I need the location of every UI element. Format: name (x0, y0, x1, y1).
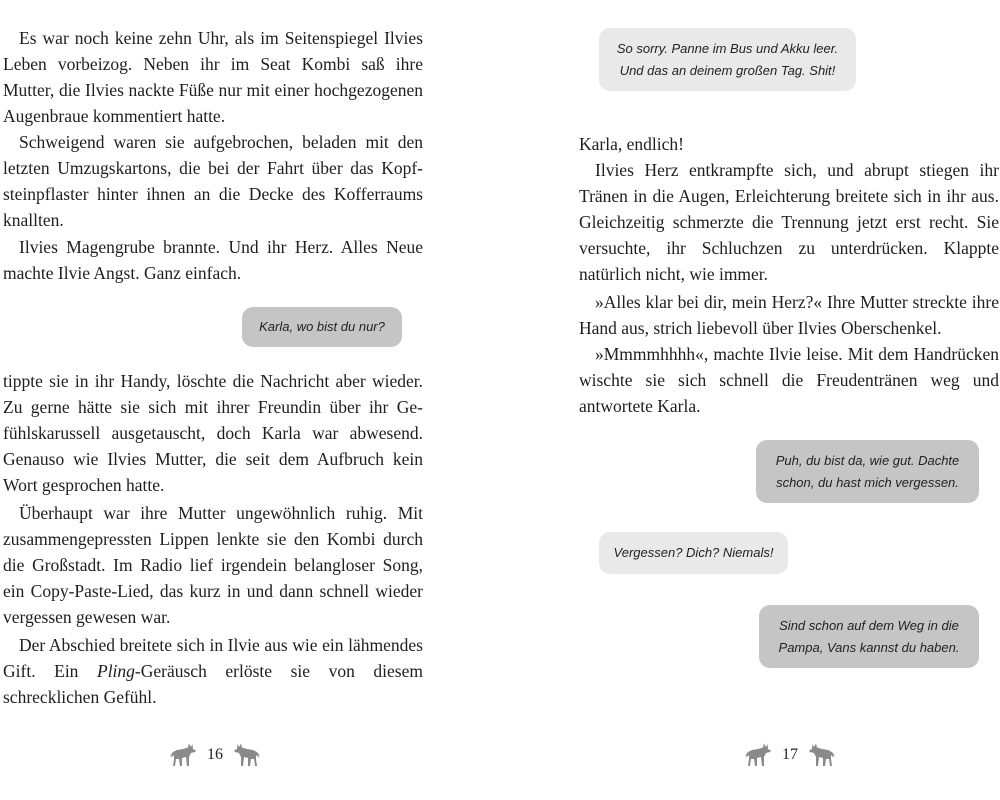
emphasis-text: Pling (97, 661, 135, 681)
message-bubble-received (599, 532, 788, 574)
paragraph: Ilvies Herz entkrampfte sich, und abrupt stiegen ihr Tränen in die Augen, Erleichterung breitete sich in ihr aus. Gleichzeitig schmerzte die Trennung jetzt erst recht. Sie versuchte, ihr Schluchzen zu unterdrücken. Klappte natürlich nicht, wie immer. (579, 160, 999, 284)
message-bubble-sent (756, 440, 979, 503)
wolf-icon (169, 743, 197, 767)
message-bubble-sent (242, 307, 402, 347)
paragraph: »Mmmmhhhh«, machte Ilvie leise. Mit dem Handrücken wischte sie sich schnell die Freudentränen weg und antwortete Karla. (579, 344, 999, 416)
page-footer (725, 740, 855, 770)
page-number: 17 (782, 746, 798, 763)
message-bubble-sent (759, 605, 979, 668)
wolf-icon (744, 743, 772, 767)
message-line: So sorry. Panne im Bus und Akku leer. (616, 40, 839, 56)
message-bubble-received (599, 28, 856, 91)
paragraph-text: -Geräusch erlöste sie von diesem schrecklichen Gefühl. (3, 661, 423, 707)
wolf-icon (233, 743, 261, 767)
paragraph: Ilvies Magengrube brannte. Und ihr Herz. Alles Neue machte Ilvie Angst. Ganz einfach. (3, 237, 423, 283)
right-page (500, 0, 1000, 800)
paragraph: tippte sie in ihr Handy, löschte die Nachricht aber wieder. Zu gerne hätte sie sich mit ihrer Freundin über ihr Gefühlskarussell ausgetauscht, doch Karla war abwesend. Genauso wie Ilvies Mutter, die seit dem Aufbruch kein Wort gesprochen hatte. (3, 371, 423, 495)
paragraph: »Alles klar bei dir, mein Herz?« Ihre Mutter streckte ihre Hand aus, strich liebevoll über Ilvies Oberschenkel. (579, 292, 999, 338)
paragraph: Karla, endlich! (579, 134, 684, 154)
message-line: Pampa, Vans kannst du haben. (778, 639, 960, 655)
paragraph: Es war noch keine zehn Uhr, als im Seitenspiegel Ilvies Leben vorbeizog. Neben ihr im Seat Kombi saß ihre Mutter, die Ilvies nackte Füße nur mit einer hochgezogenen Augenbraue kommentiert hatte. (3, 28, 423, 126)
wolf-icon (808, 743, 836, 767)
page-number: 16 (207, 746, 223, 763)
message-text: Vergessen? Dich? Niemals! (613, 545, 774, 560)
page-footer (150, 740, 280, 770)
paragraph: Überhaupt war ihre Mutter ungewöhnlich ruhig. Mit zusammengepressten Lippen lenkte sie den Kombi durch die Großstadt. Im Radio lief irgendein belangloser Song, ein Copy-Paste-Lied, das kurz in und dann schnell wieder vergessen gewesen war. (3, 503, 423, 627)
message-line: Sind schon auf dem Weg in die (779, 617, 959, 633)
message-line: Und das an deinem großen Tag. Shit! (619, 62, 836, 78)
paragraph: Schweigend waren sie aufgebrochen, beladen mit den letzten Umzugskartons, die bei der Fahrt über das Kopfsteinpflaster hinter ihnen an die Decke des Kofferraums knallten. (3, 132, 423, 230)
message-line: Puh, du bist da, wie gut. Dachte (775, 452, 960, 468)
message-line: schon, du hast mich vergessen. (776, 474, 959, 490)
paragraph (3, 632, 423, 710)
paragraph-text: Der Abschied breitete sich in Ilvie aus wie ein lähmendes Gift. Ein (3, 635, 423, 681)
message-text: Karla, wo bist du nur? (259, 319, 385, 334)
